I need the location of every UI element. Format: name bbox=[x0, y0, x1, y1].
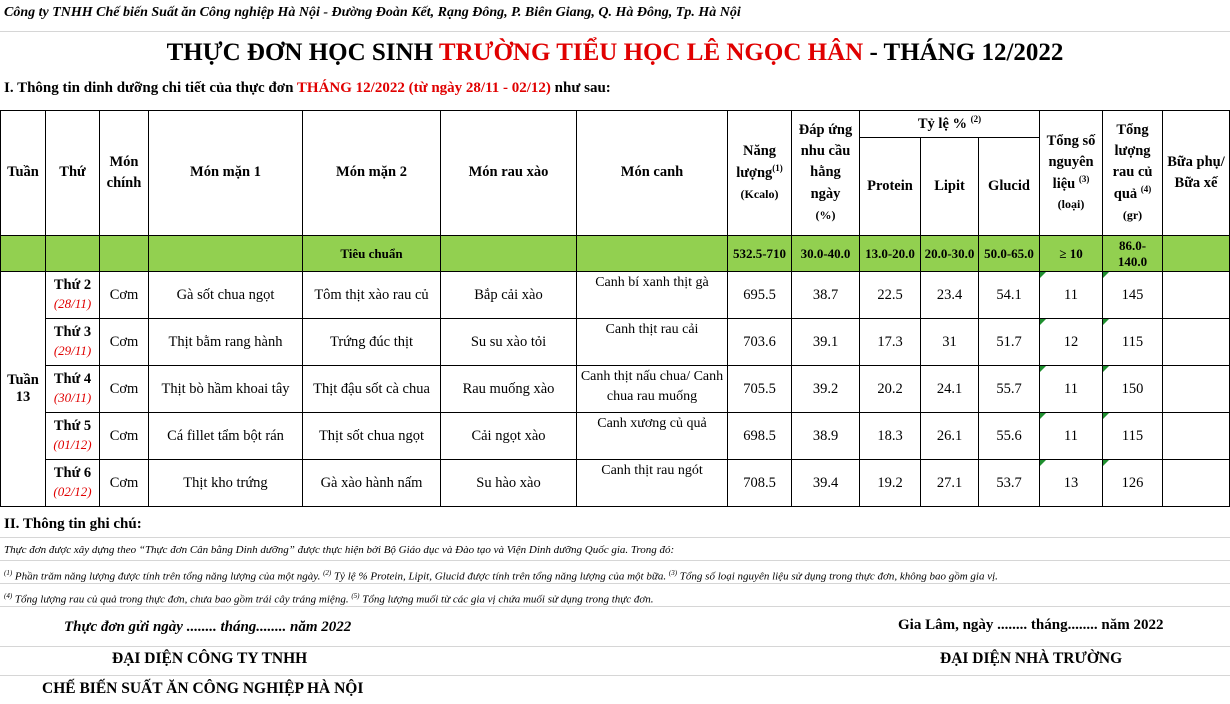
daily-percent: 38.9 bbox=[792, 413, 860, 460]
header-mon-rau: Món rau xào bbox=[441, 111, 577, 236]
dish-man-2: Trứng đúc thịt bbox=[303, 319, 441, 366]
dish-soup bbox=[577, 272, 728, 319]
sent-date: Thực đơn gửi ngày ........ tháng........ năm 2022 bbox=[64, 619, 352, 635]
dish-soup bbox=[577, 460, 728, 507]
dish-man-1: Thịt bằm rang hành bbox=[149, 319, 303, 366]
standard-protein: 13.0-20.0 bbox=[860, 236, 921, 272]
title-part1: THỰC ĐƠN HỌC SINH bbox=[166, 39, 439, 66]
glucid: 55.7 bbox=[979, 366, 1040, 413]
note-line-2 bbox=[0, 585, 1230, 607]
note-ref-4: (4) bbox=[4, 592, 13, 600]
dish-man-2: Thịt sốt chua ngọt bbox=[303, 413, 441, 460]
header-tong-rau-label: Tổng lượng rau củ quả bbox=[1112, 122, 1153, 202]
header-tong-rau-unit: (gr) bbox=[1122, 207, 1143, 222]
header-tong-nguyen-lieu-label: Tổng số nguyên liệu bbox=[1046, 132, 1096, 192]
dish-soup-text: Canh xương củ quả bbox=[597, 416, 707, 431]
header-glucid: Glucid bbox=[979, 138, 1040, 236]
standard-ingredients: ≥ 10 bbox=[1040, 236, 1103, 272]
energy: 695.5 bbox=[728, 272, 792, 319]
note-5: Tổng lượng muối từ các gia vị chứa muối sử dụng trong thực đơn. bbox=[359, 593, 654, 606]
main-dish: Cơm bbox=[100, 460, 149, 507]
header-protein: Protein bbox=[860, 138, 921, 236]
header-mon-man-1: Món mặn 1 bbox=[149, 111, 303, 236]
header-dap-ung-unit: (%) bbox=[815, 207, 836, 222]
dish-man-2: Gà xào hành nấm bbox=[303, 460, 441, 507]
company-rep-line1: ĐẠI DIỆN CÔNG TY TNHH bbox=[112, 650, 308, 667]
day-cell bbox=[46, 366, 100, 413]
footnote-ref-4: (4) bbox=[1140, 184, 1152, 195]
day-name: Thứ 2 bbox=[53, 277, 92, 294]
header-ty-le bbox=[860, 111, 1040, 138]
dish-man-1: Cá fillet tẩm bột rán bbox=[149, 413, 303, 460]
veg-amount: 145 bbox=[1103, 272, 1163, 319]
daily-percent: 39.1 bbox=[792, 319, 860, 366]
school-rep: ĐẠI DIỆN NHÀ TRƯỜNG bbox=[940, 650, 1123, 667]
header-nang-luong bbox=[728, 111, 792, 236]
protein: 17.3 bbox=[860, 319, 921, 366]
ingredient-count: 11 bbox=[1040, 366, 1103, 413]
energy: 705.5 bbox=[728, 366, 792, 413]
day-name: Thứ 3 bbox=[53, 324, 92, 341]
dish-soup bbox=[577, 413, 728, 460]
snack bbox=[1163, 272, 1230, 319]
section1-suffix: như sau: bbox=[550, 80, 611, 96]
dish-man-1: Thịt kho trứng bbox=[149, 460, 303, 507]
header-tong-nguyen-lieu-unit: (loại) bbox=[1057, 197, 1085, 212]
header-nang-luong-unit: (Kcalo) bbox=[740, 186, 779, 201]
glucid: 55.6 bbox=[979, 413, 1040, 460]
note-2: Tỷ lệ % Protein, Lipit, Glucid được tính trên tổng năng lượng của một bữa. bbox=[331, 570, 669, 583]
table-row bbox=[1, 319, 1230, 366]
day-cell bbox=[46, 413, 100, 460]
day-date: (30/11) bbox=[53, 390, 92, 405]
ingredient-count: 12 bbox=[1040, 319, 1103, 366]
day-cell bbox=[46, 460, 100, 507]
footnote-ref-2: (2) bbox=[970, 114, 982, 125]
header-tuan: Tuần bbox=[1, 111, 46, 236]
dish-man-2: Tôm thịt xào rau củ bbox=[303, 272, 441, 319]
page-title bbox=[0, 32, 1230, 74]
dish-soup-text: Canh bí xanh thịt gà bbox=[595, 275, 709, 290]
note-1: Phần trăm năng lượng được tính trên tổng năng lượng của một ngày. bbox=[12, 570, 324, 583]
snack bbox=[1163, 366, 1230, 413]
day-name: Thứ 5 bbox=[53, 418, 92, 435]
header-mon-canh: Món canh bbox=[577, 111, 728, 236]
menu-table bbox=[0, 110, 1230, 507]
header-mon-chinh: Món chính bbox=[100, 111, 149, 236]
footnote-ref-1: (1) bbox=[772, 163, 783, 174]
dish-man-2: Thịt đậu sốt cà chua bbox=[303, 366, 441, 413]
title-part2: - THÁNG 12/2022 bbox=[863, 39, 1064, 66]
day-cell bbox=[46, 272, 100, 319]
standard-energy: 532.5-710 bbox=[728, 236, 792, 272]
dish-veg: Bắp cải xào bbox=[441, 272, 577, 319]
dish-soup-text: Canh thịt rau cải bbox=[605, 322, 699, 337]
standard-row bbox=[1, 236, 1230, 272]
header-tong-nguyen-lieu bbox=[1040, 111, 1103, 236]
day-date: (29/11) bbox=[53, 343, 92, 358]
dish-veg: Su hào xào bbox=[441, 460, 577, 507]
header-dap-ung bbox=[792, 111, 860, 236]
dish-soup bbox=[577, 366, 728, 413]
note-ref-5: (5) bbox=[351, 592, 360, 600]
veg-amount: 126 bbox=[1103, 460, 1163, 507]
dish-veg: Rau muống xào bbox=[441, 366, 577, 413]
standard-label: Tiêu chuẩn bbox=[303, 236, 441, 272]
energy: 698.5 bbox=[728, 413, 792, 460]
main-dish: Cơm bbox=[100, 366, 149, 413]
section1-period: THÁNG 12/2022 (từ ngày 28/11 - 02/12) bbox=[296, 80, 551, 96]
note-ref-1: (1) bbox=[4, 569, 13, 577]
header-bua-phu: Bữa phụ/ Bữa xế bbox=[1163, 111, 1230, 236]
dish-soup-text: Canh thịt nấu chua/ Canh chua rau muống bbox=[580, 369, 724, 404]
week-label-text: Tuần 13 bbox=[7, 372, 39, 405]
section2-heading: II. Thông tin ghi chú: bbox=[0, 514, 1230, 538]
header-lipit: Lipit bbox=[921, 138, 979, 236]
table-row bbox=[1, 413, 1230, 460]
table-row bbox=[1, 366, 1230, 413]
section1-heading bbox=[0, 76, 1230, 102]
ingredient-count: 11 bbox=[1040, 413, 1103, 460]
energy: 703.6 bbox=[728, 319, 792, 366]
day-name: Thứ 6 bbox=[53, 465, 92, 482]
snack bbox=[1163, 319, 1230, 366]
glucid: 53.7 bbox=[979, 460, 1040, 507]
ingredient-count: 11 bbox=[1040, 272, 1103, 319]
day-date: (28/11) bbox=[53, 296, 92, 311]
header-tong-rau bbox=[1103, 111, 1163, 236]
lipit: 26.1 bbox=[921, 413, 979, 460]
table-row bbox=[1, 460, 1230, 507]
header-ty-le-label: Tỷ lệ % bbox=[917, 115, 968, 132]
veg-amount: 115 bbox=[1103, 319, 1163, 366]
note-3: Tổng số loại nguyên liệu sử dụng trong thực đơn, không bao gồm gia vị. bbox=[677, 570, 998, 583]
header-nang-luong-label: Năng lượng bbox=[736, 143, 777, 181]
header-mon-man-2: Món mặn 2 bbox=[303, 111, 441, 236]
day-cell bbox=[46, 319, 100, 366]
day-date: (01/12) bbox=[53, 437, 92, 452]
footnote-ref-3: (3) bbox=[1078, 173, 1090, 184]
dish-man-1: Gà sốt chua ngọt bbox=[149, 272, 303, 319]
day-name: Thứ 4 bbox=[53, 371, 92, 388]
energy: 708.5 bbox=[728, 460, 792, 507]
glucid: 54.1 bbox=[979, 272, 1040, 319]
dish-soup bbox=[577, 319, 728, 366]
veg-amount: 115 bbox=[1103, 413, 1163, 460]
main-dish: Cơm bbox=[100, 319, 149, 366]
veg-amount: 150 bbox=[1103, 366, 1163, 413]
main-dish: Cơm bbox=[100, 272, 149, 319]
lipit: 24.1 bbox=[921, 366, 979, 413]
dish-man-1: Thịt bò hầm khoai tây bbox=[149, 366, 303, 413]
place-date: Gia Lâm, ngày ........ tháng........ năm 2022 bbox=[898, 617, 1164, 633]
lipit: 23.4 bbox=[921, 272, 979, 319]
standard-veg: 86.0-140.0 bbox=[1103, 236, 1163, 272]
title-school: TRƯỜNG TIỂU HỌC LÊ NGỌC HÂN bbox=[438, 39, 864, 66]
dish-veg: Cải ngọt xào bbox=[441, 413, 577, 460]
main-dish: Cơm bbox=[100, 413, 149, 460]
protein: 20.2 bbox=[860, 366, 921, 413]
note-ref-2: (2) bbox=[323, 569, 332, 577]
week-label bbox=[1, 272, 46, 507]
day-date: (02/12) bbox=[53, 484, 92, 499]
dish-veg: Su su xào tỏi bbox=[441, 319, 577, 366]
lipit: 31 bbox=[921, 319, 979, 366]
company-rep-line2: CHẾ BIẾN SUẤT ĂN CÔNG NGHIỆP HÀ NỘI bbox=[42, 680, 364, 697]
glucid: 51.7 bbox=[979, 319, 1040, 366]
dish-soup-text: Canh thịt rau ngót bbox=[601, 463, 703, 478]
protein: 19.2 bbox=[860, 460, 921, 507]
snack bbox=[1163, 460, 1230, 507]
standard-daily: 30.0-40.0 bbox=[792, 236, 860, 272]
daily-percent: 38.7 bbox=[792, 272, 860, 319]
standard-lipit: 20.0-30.0 bbox=[921, 236, 979, 272]
company-info: Công ty TNHH Chế biến Suất ăn Công nghiệp Hà Nội - Đường Đoàn Kết, Rạng Đông, P. Biên Giang, Q. Hà Đông, Tp. Hà Nội bbox=[0, 0, 1230, 32]
note-line-1 bbox=[0, 562, 1230, 584]
daily-percent: 39.4 bbox=[792, 460, 860, 507]
daily-percent: 39.2 bbox=[792, 366, 860, 413]
note-intro: Thực đơn được xây dựng theo “Thực đơn Cân bằng Dinh dưỡng” được thực hiện bởi Bộ Giáo dục và Đào tạo và Viện Dinh dưỡng Quốc gia. Trong đó: bbox=[0, 539, 1230, 561]
header-thu: Thứ bbox=[46, 111, 100, 236]
table-row bbox=[1, 272, 1230, 319]
snack bbox=[1163, 413, 1230, 460]
protein: 22.5 bbox=[860, 272, 921, 319]
lipit: 27.1 bbox=[921, 460, 979, 507]
standard-glucid: 50.0-65.0 bbox=[979, 236, 1040, 272]
section1-prefix: I. Thông tin dinh dưỡng chi tiết của thực đơn bbox=[4, 80, 297, 96]
note-ref-3: (3) bbox=[668, 569, 678, 577]
protein: 18.3 bbox=[860, 413, 921, 460]
ingredient-count: 13 bbox=[1040, 460, 1103, 507]
note-4: Tổng lượng rau củ quả trong thực đơn, chưa bao gồm trái cây tráng miệng. bbox=[12, 593, 352, 606]
header-dap-ung-label: Đáp ứng nhu cầu hằng ngày bbox=[798, 122, 853, 202]
